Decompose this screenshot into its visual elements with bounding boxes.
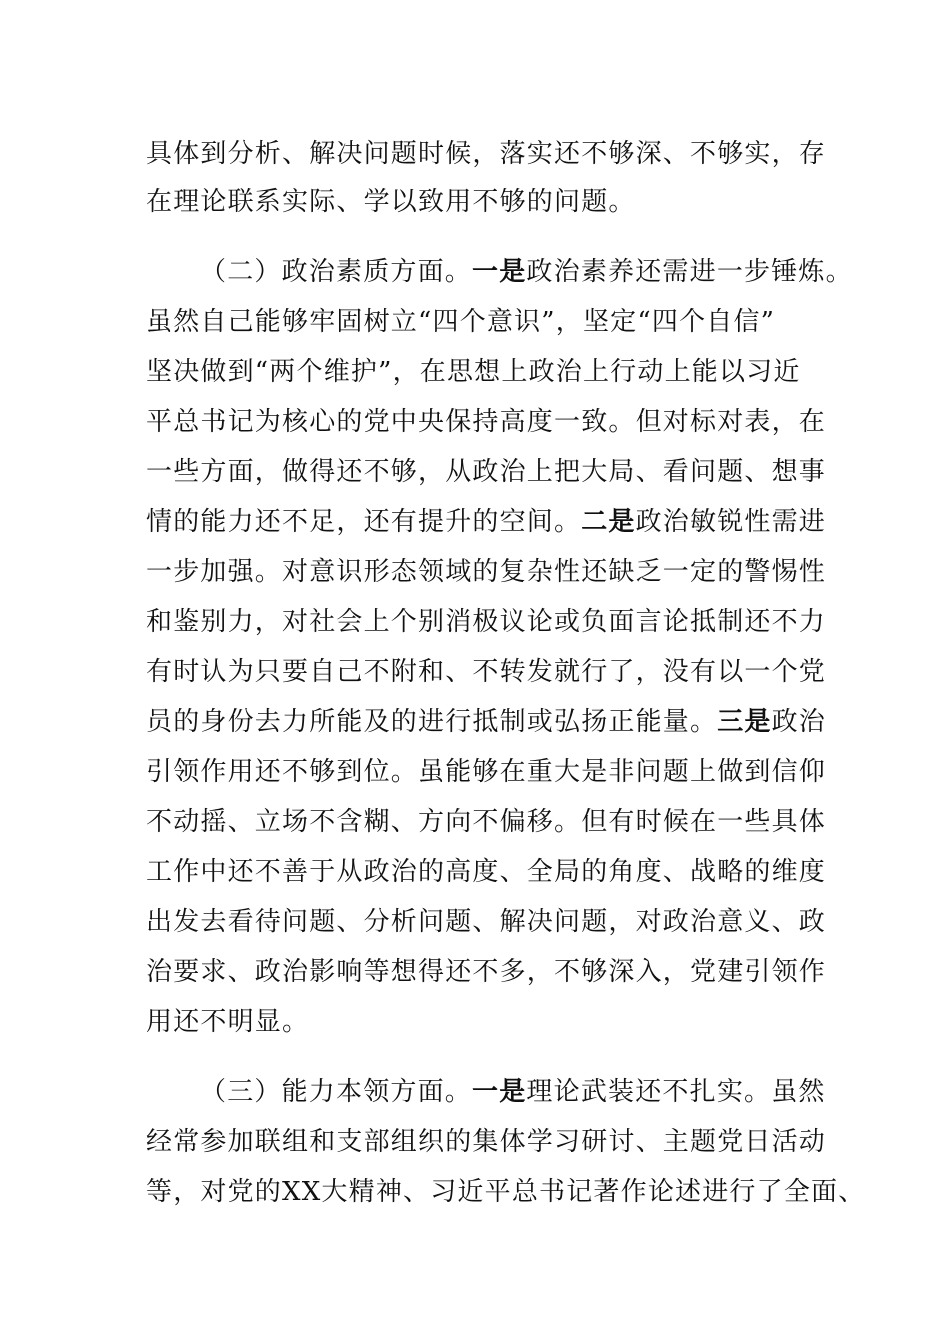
paragraph-2-line-2: 虽然自己能够牢固树立“四个意识”，坚定“四个自信” xyxy=(146,307,776,337)
paragraph-2-line-1 xyxy=(200,254,853,290)
section-heading-ability: （三）能力本领方面。 xyxy=(200,1077,473,1107)
text-segment: 理论武装还不扎实。虽然 xyxy=(526,1077,826,1107)
bold-marker-second: 二是 xyxy=(581,507,636,537)
paragraph-2-line-3: 坚决做到“两个维护”，在思想上政治上行动上能以习近 xyxy=(146,357,801,387)
paragraph-1-line-2: 在理论联系实际、学以致用不够的问题。 xyxy=(146,187,636,217)
paragraph-3-line-1 xyxy=(200,1074,826,1110)
paragraph-2-line-10 xyxy=(146,704,826,740)
paragraph-2-line-8: 和鉴别力，对社会上个别消极议论或负面言论抵制还不力 xyxy=(146,607,827,637)
paragraph-2-line-13: 工作中还不善于从政治的高度、全局的角度、战略的维度 xyxy=(146,857,827,887)
paragraph-2-line-16: 用还不明显。 xyxy=(146,1007,310,1037)
section-heading-political: （二）政治素质方面。 xyxy=(200,257,473,287)
paragraph-2-line-14: 出发去看待问题、分析问题、解决问题，对政治意义、政 xyxy=(146,907,827,937)
paragraph-3-line-2: 经常参加联组和支部组织的集体学习研讨、主题党日活动 xyxy=(146,1127,827,1157)
paragraph-3-line-3: 等，对党的XX大精神、习近平总书记著作论述进行了全面、 xyxy=(146,1177,866,1207)
text-segment: 员的身份去力所能及的进行抵制或弘扬正能量。 xyxy=(146,707,718,737)
paragraph-2-line-11: 引领作用还不够到位。虽能够在重大是非问题上做到信仰 xyxy=(146,757,827,787)
bold-marker-first: 一是 xyxy=(472,257,527,287)
text-segment: 政治素养还需进一步锤炼。 xyxy=(526,257,853,287)
text-segment: 政治敏锐性需进 xyxy=(635,507,827,537)
text-segment: 政治 xyxy=(771,707,827,737)
text-segment: 情的能力还不足，还有提升的空间。 xyxy=(146,507,582,537)
paragraph-2-line-15: 治要求、政治影响等想得还不多，不够深入，党建引领作 xyxy=(146,957,827,987)
paragraph-2-line-6 xyxy=(146,504,826,540)
bold-marker-third: 三是 xyxy=(717,707,772,737)
paragraph-2-line-7: 一步加强。对意识形态领域的复杂性还缺乏一定的警惕性 xyxy=(146,557,827,587)
paragraph-2-line-12: 不动摇、立场不含糊、方向不偏移。但有时候在一些具体 xyxy=(146,807,827,837)
paragraph-1-line-1: 具体到分析、解决问题时候，落实还不够深、不够实，存 xyxy=(146,139,827,169)
bold-marker-first: 一是 xyxy=(472,1077,527,1107)
paragraph-2-line-9: 有时认为只要自己不附和、不转发就行了，没有以一个党 xyxy=(146,657,827,687)
paragraph-2-line-5: 一些方面，做得还不够，从政治上把大局、看问题、想事 xyxy=(146,457,827,487)
paragraph-2-line-4: 平总书记为核心的党中央保持高度一致。但对标对表，在 xyxy=(146,407,827,437)
